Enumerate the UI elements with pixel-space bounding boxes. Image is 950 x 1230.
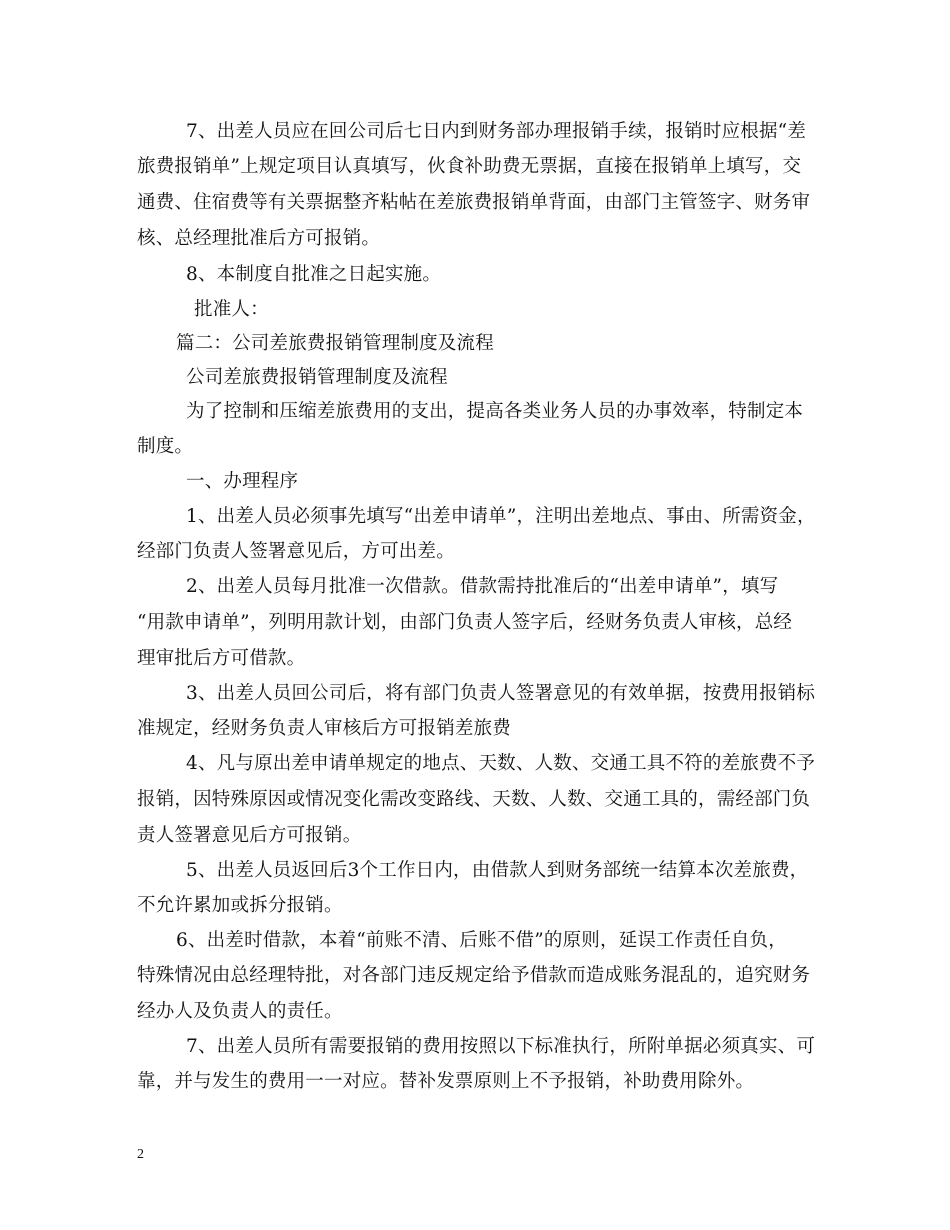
text-line: 靠，并与发生的费用一一对应。替补发票原则上不予报销，补助费用除外。 xyxy=(137,1071,755,1092)
subsection-heading: 一、办理程序 xyxy=(186,471,299,492)
text-line: 制度。 xyxy=(137,436,194,457)
text-line: “用款申请单”，列明用款计划，由部门负责人签字后，经财务负责人审核，总经 xyxy=(137,612,793,633)
text-line: 经部门负责人签署意见后，方可出差。 xyxy=(137,541,455,562)
text-line: 通费、住宿费等有关票据整齐粘帖在差旅费报销单背面，由部门主管签字、财务审 xyxy=(137,192,811,213)
text-line: 特殊情况由总经理特批，对各部门违反规定给予借款而造成账务混乱的，追究财务 xyxy=(137,965,811,986)
text-line: 5、出差人员返回后3个工作日内，由借款人到财务部统一结算本次差旅费， xyxy=(186,860,809,881)
text-line: 旅费报销单”上规定项目认真填写，伙食补助费无票据，直接在报销单上填写，交 xyxy=(137,156,802,177)
text-line: 经办人及负责人的责任。 xyxy=(137,1001,343,1022)
text-line: 准规定，经财务负责人审核后方可报销差旅费 xyxy=(137,718,512,739)
text-line: 6、出差时借款，本着“前账不清、后账不借”的原则，延误工作责任自负， xyxy=(176,930,787,951)
text-line: 8、本制度自批准之日起实施。 xyxy=(186,264,442,285)
text-line: 核、总经理批准后方可报销。 xyxy=(137,228,381,249)
text-line: 4、凡与原出差申请单规定的地点、天数、人数、交通工具不符的差旅费不予 xyxy=(186,753,816,774)
text-line: 7、出差人员应在回公司后七日内到财务部办理报销手续，报销时应根据“差 xyxy=(186,121,807,142)
text-line: 7、出差人员所有需要报销的费用按照以下标准执行，所附单据必须真实、可 xyxy=(186,1036,816,1057)
page-number: 2 xyxy=(137,1147,144,1162)
text-line: 2、出差人员每月批准一次借款。借款需持批准后的“出差申请单”，填写 xyxy=(186,576,779,597)
text-line: 1、出差人员必须事先填写“出差申请单”，注明出差地点、事由、所需资金， xyxy=(186,506,816,527)
text-line: 报销，因特殊原因或情况变化需改变路线、天数、人数、交通工具的，需经部门负 xyxy=(137,789,811,810)
text-line: 责人签署意见后方可报销。 xyxy=(137,825,362,846)
section-heading: 篇二：公司差旅费报销管理制度及流程 xyxy=(176,333,494,354)
text-line: 3、出差人员回公司后，将有部门负责人签署意见的有效单据，按费用报销标 xyxy=(186,683,816,704)
document-title: 公司差旅费报销管理制度及流程 xyxy=(186,367,448,388)
text-line: 不允许累加或拆分报销。 xyxy=(137,895,343,916)
text-line: 理审批后方可借款。 xyxy=(137,648,306,669)
text-line: 为了控制和压缩差旅费用的支出，提高各类业务人员的办事效率，特制定本 xyxy=(186,401,804,422)
text-line: 批准人： xyxy=(194,299,269,320)
